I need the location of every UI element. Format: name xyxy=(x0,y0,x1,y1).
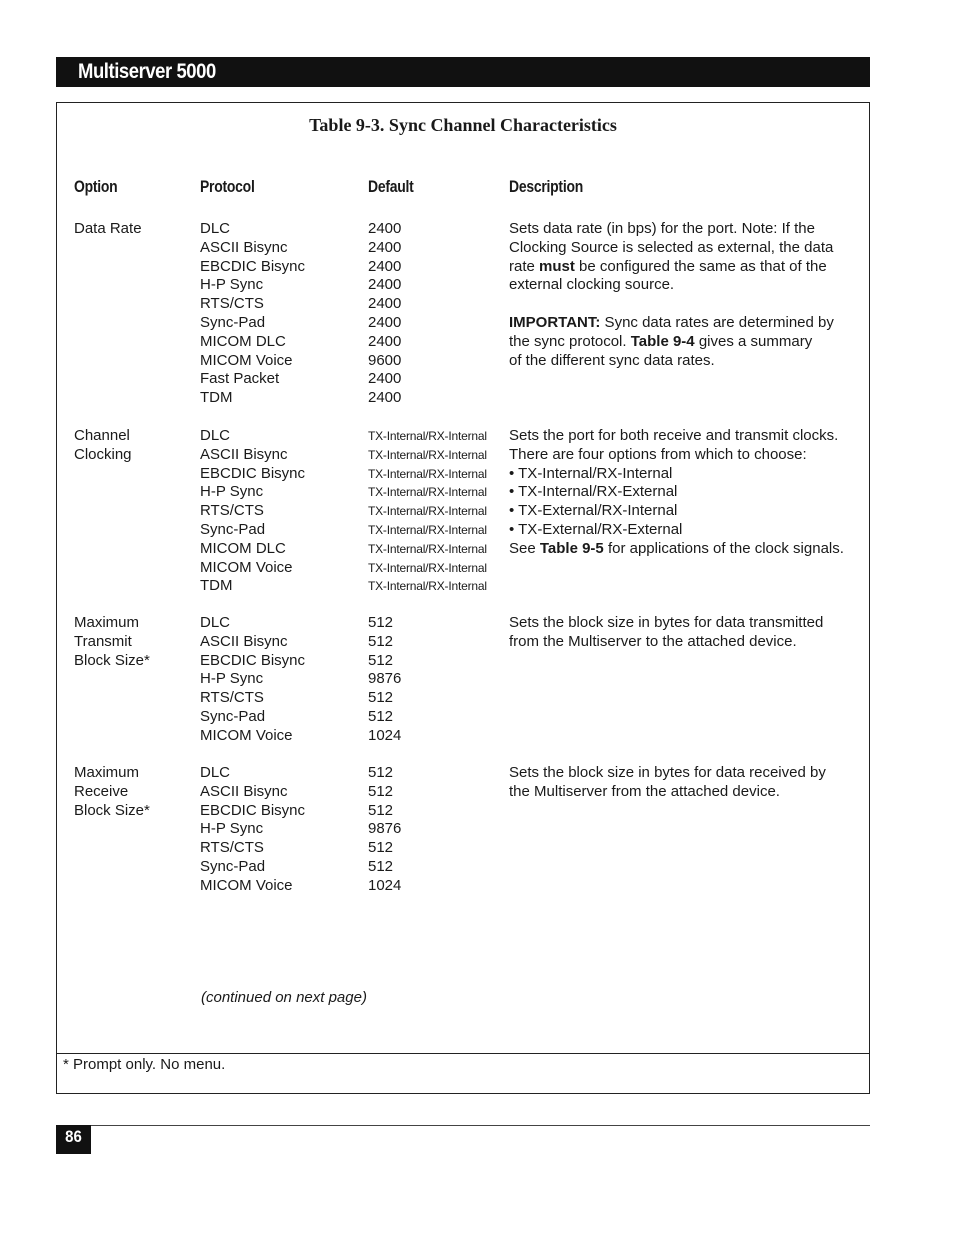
option-label: Block Size* xyxy=(74,651,150,669)
protocol-item: ASCII Bisync xyxy=(200,238,288,256)
protocol-item: MICOM Voice xyxy=(200,876,293,894)
default-cell xyxy=(368,220,508,408)
column-header-description: Description xyxy=(509,177,583,196)
description-line: from the Multiserver to the attached device. xyxy=(509,632,797,650)
description-cell xyxy=(509,220,864,370)
description-line: See Table 9-5 for applications of the clock signals. xyxy=(509,539,844,557)
footer-rule xyxy=(56,1125,870,1126)
column-header-option: Option xyxy=(74,177,118,196)
table-reference: Table 9-5 xyxy=(539,539,604,557)
default-value: 2400 xyxy=(368,332,402,350)
default-value: TX-Internal/RX-Internal xyxy=(368,541,487,556)
default-value: 512 xyxy=(368,764,394,781)
default-value: 1024 xyxy=(368,726,402,744)
protocol-item: RTS/CTS xyxy=(200,689,264,707)
default-value: TX-Internal/RX-Internal xyxy=(368,447,487,462)
clock-option: • TX-Internal/RX-External xyxy=(509,483,678,501)
default-value: 1024 xyxy=(368,876,402,894)
default-cell xyxy=(368,427,508,596)
protocol-item: MICOM Voice xyxy=(200,726,293,744)
default-value: 2400 xyxy=(368,276,402,294)
protocol-item: EBCDIC Bisync xyxy=(200,651,306,669)
table-box xyxy=(56,102,870,1094)
default-value: TX-Internal/RX-Internal xyxy=(368,522,487,537)
description-line: Sets the block size in bytes for data transmitted xyxy=(509,614,824,631)
default-value: 9876 xyxy=(368,670,402,688)
default-value: 9876 xyxy=(368,820,402,838)
default-value: 512 xyxy=(368,651,394,669)
description-line: Sets the block size in bytes for data received by xyxy=(509,764,826,781)
default-value: TX-Internal/RX-Internal xyxy=(368,485,487,500)
default-value: TX-Internal/RX-Internal xyxy=(368,429,487,443)
protocol-item: RTS/CTS xyxy=(200,295,264,313)
protocol-cell xyxy=(200,764,365,896)
default-value: 512 xyxy=(368,614,394,631)
default-value: 512 xyxy=(368,857,394,875)
default-value: 512 xyxy=(368,707,394,725)
protocol-item: Sync-Pad xyxy=(200,313,266,331)
protocol-item: Sync-Pad xyxy=(200,857,266,875)
option-label: Channel xyxy=(74,427,130,444)
continued-note: (continued on next page) xyxy=(201,989,367,1006)
default-value: 512 xyxy=(368,689,394,707)
protocol-item: ASCII Bisync xyxy=(200,445,288,463)
document-title: Multiserver 5000 xyxy=(78,60,216,83)
footnote-divider xyxy=(57,1053,869,1054)
table-title: Table 9-3. Sync Channel Characteristics xyxy=(309,115,617,135)
page-number: 86 xyxy=(65,1127,82,1146)
description-cell xyxy=(509,764,864,802)
description-line: the sync protocol. Table 9-4 gives a summary xyxy=(509,332,813,350)
option-label: Clocking xyxy=(74,445,132,463)
default-value: TX-Internal/RX-Internal xyxy=(368,560,487,575)
protocol-cell xyxy=(200,614,365,746)
option-label: Maximum xyxy=(74,764,140,781)
protocol-item: ASCII Bisync xyxy=(200,632,288,650)
option-cell xyxy=(74,764,194,820)
default-value: 9600 xyxy=(368,351,402,369)
protocol-item: TDM xyxy=(200,577,233,595)
protocol-item: EBCDIC Bisync xyxy=(200,257,306,275)
option-label: Receive xyxy=(74,782,129,800)
description-line: There are four options from which to choose: xyxy=(509,445,807,463)
description-line: rate must be configured the same as that of the xyxy=(509,257,827,275)
default-cell xyxy=(368,614,508,746)
protocol-item: Sync-Pad xyxy=(200,707,266,725)
protocol-item: TDM xyxy=(200,389,233,407)
protocol-item: Fast Packet xyxy=(200,370,280,388)
description-line: Sets data rate (in bps) for the port. Note: If the xyxy=(509,220,815,237)
clock-option: • TX-External/RX-External xyxy=(509,520,683,538)
emphasis-text: must xyxy=(539,257,575,275)
description-line: IMPORTANT: Sync data rates are determined by xyxy=(509,313,834,331)
protocol-item: ASCII Bisync xyxy=(200,782,288,800)
description-line: the Multiserver from the attached device. xyxy=(509,782,780,800)
column-header-protocol: Protocol xyxy=(200,177,255,196)
option-label: Block Size* xyxy=(74,801,150,819)
default-value: 512 xyxy=(368,839,394,857)
protocol-item: DLC xyxy=(200,764,231,781)
protocol-cell xyxy=(200,220,365,408)
option-label: Transmit xyxy=(74,632,132,650)
default-value: 2400 xyxy=(368,313,402,331)
default-value: TX-Internal/RX-Internal xyxy=(368,579,487,594)
protocol-item: H-P Sync xyxy=(200,820,264,838)
protocol-item: EBCDIC Bisync xyxy=(200,464,306,482)
default-value: 2400 xyxy=(368,220,402,237)
protocol-item: H-P Sync xyxy=(200,483,264,501)
option-label: Maximum xyxy=(74,614,140,631)
description-line: of the different sync data rates. xyxy=(509,351,715,369)
option-cell xyxy=(74,220,194,239)
footnote: * Prompt only. No menu. xyxy=(63,1056,226,1073)
protocol-item: RTS/CTS xyxy=(200,839,264,857)
protocol-item: Sync-Pad xyxy=(200,520,266,538)
protocol-item: MICOM DLC xyxy=(200,539,286,557)
protocol-item: DLC xyxy=(200,220,231,237)
protocol-item: H-P Sync xyxy=(200,670,264,688)
description-cell xyxy=(509,614,864,652)
option-cell xyxy=(74,427,194,465)
option-cell xyxy=(74,614,194,670)
default-cell xyxy=(368,764,508,896)
default-value: 512 xyxy=(368,801,394,819)
default-value: 2400 xyxy=(368,238,402,256)
protocol-item: DLC xyxy=(200,427,231,444)
protocol-item: MICOM Voice xyxy=(200,558,293,576)
default-value: 2400 xyxy=(368,295,402,313)
clock-option: • TX-Internal/RX-Internal xyxy=(509,464,673,482)
protocol-item: EBCDIC Bisync xyxy=(200,801,306,819)
default-value: 512 xyxy=(368,632,394,650)
page-number-badge xyxy=(56,1125,91,1154)
protocol-item: RTS/CTS xyxy=(200,502,264,520)
default-value: 512 xyxy=(368,782,394,800)
header-bar xyxy=(56,57,870,87)
protocol-item: H-P Sync xyxy=(200,276,264,294)
description-spacer xyxy=(509,295,864,314)
protocol-item: MICOM Voice xyxy=(200,351,293,369)
default-value: TX-Internal/RX-Internal xyxy=(368,504,487,519)
clock-option: • TX-External/RX-Internal xyxy=(509,502,678,520)
description-cell xyxy=(509,427,864,559)
protocol-item: DLC xyxy=(200,614,231,631)
default-value: 2400 xyxy=(368,370,402,388)
column-header-default: Default xyxy=(368,177,414,196)
important-label: IMPORTANT: xyxy=(509,313,601,331)
protocol-item: MICOM DLC xyxy=(200,332,286,350)
option-label: Data Rate xyxy=(74,220,142,237)
description-line: Sets the port for both receive and transmit clocks. xyxy=(509,427,839,444)
protocol-cell xyxy=(200,427,365,596)
default-value: TX-Internal/RX-Internal xyxy=(368,466,487,481)
table-reference: Table 9-4 xyxy=(630,332,695,350)
default-value: 2400 xyxy=(368,389,402,407)
description-line: external clocking source. xyxy=(509,276,675,294)
default-value: 2400 xyxy=(368,257,402,275)
description-line: Clocking Source is selected as external, the data xyxy=(509,238,834,256)
